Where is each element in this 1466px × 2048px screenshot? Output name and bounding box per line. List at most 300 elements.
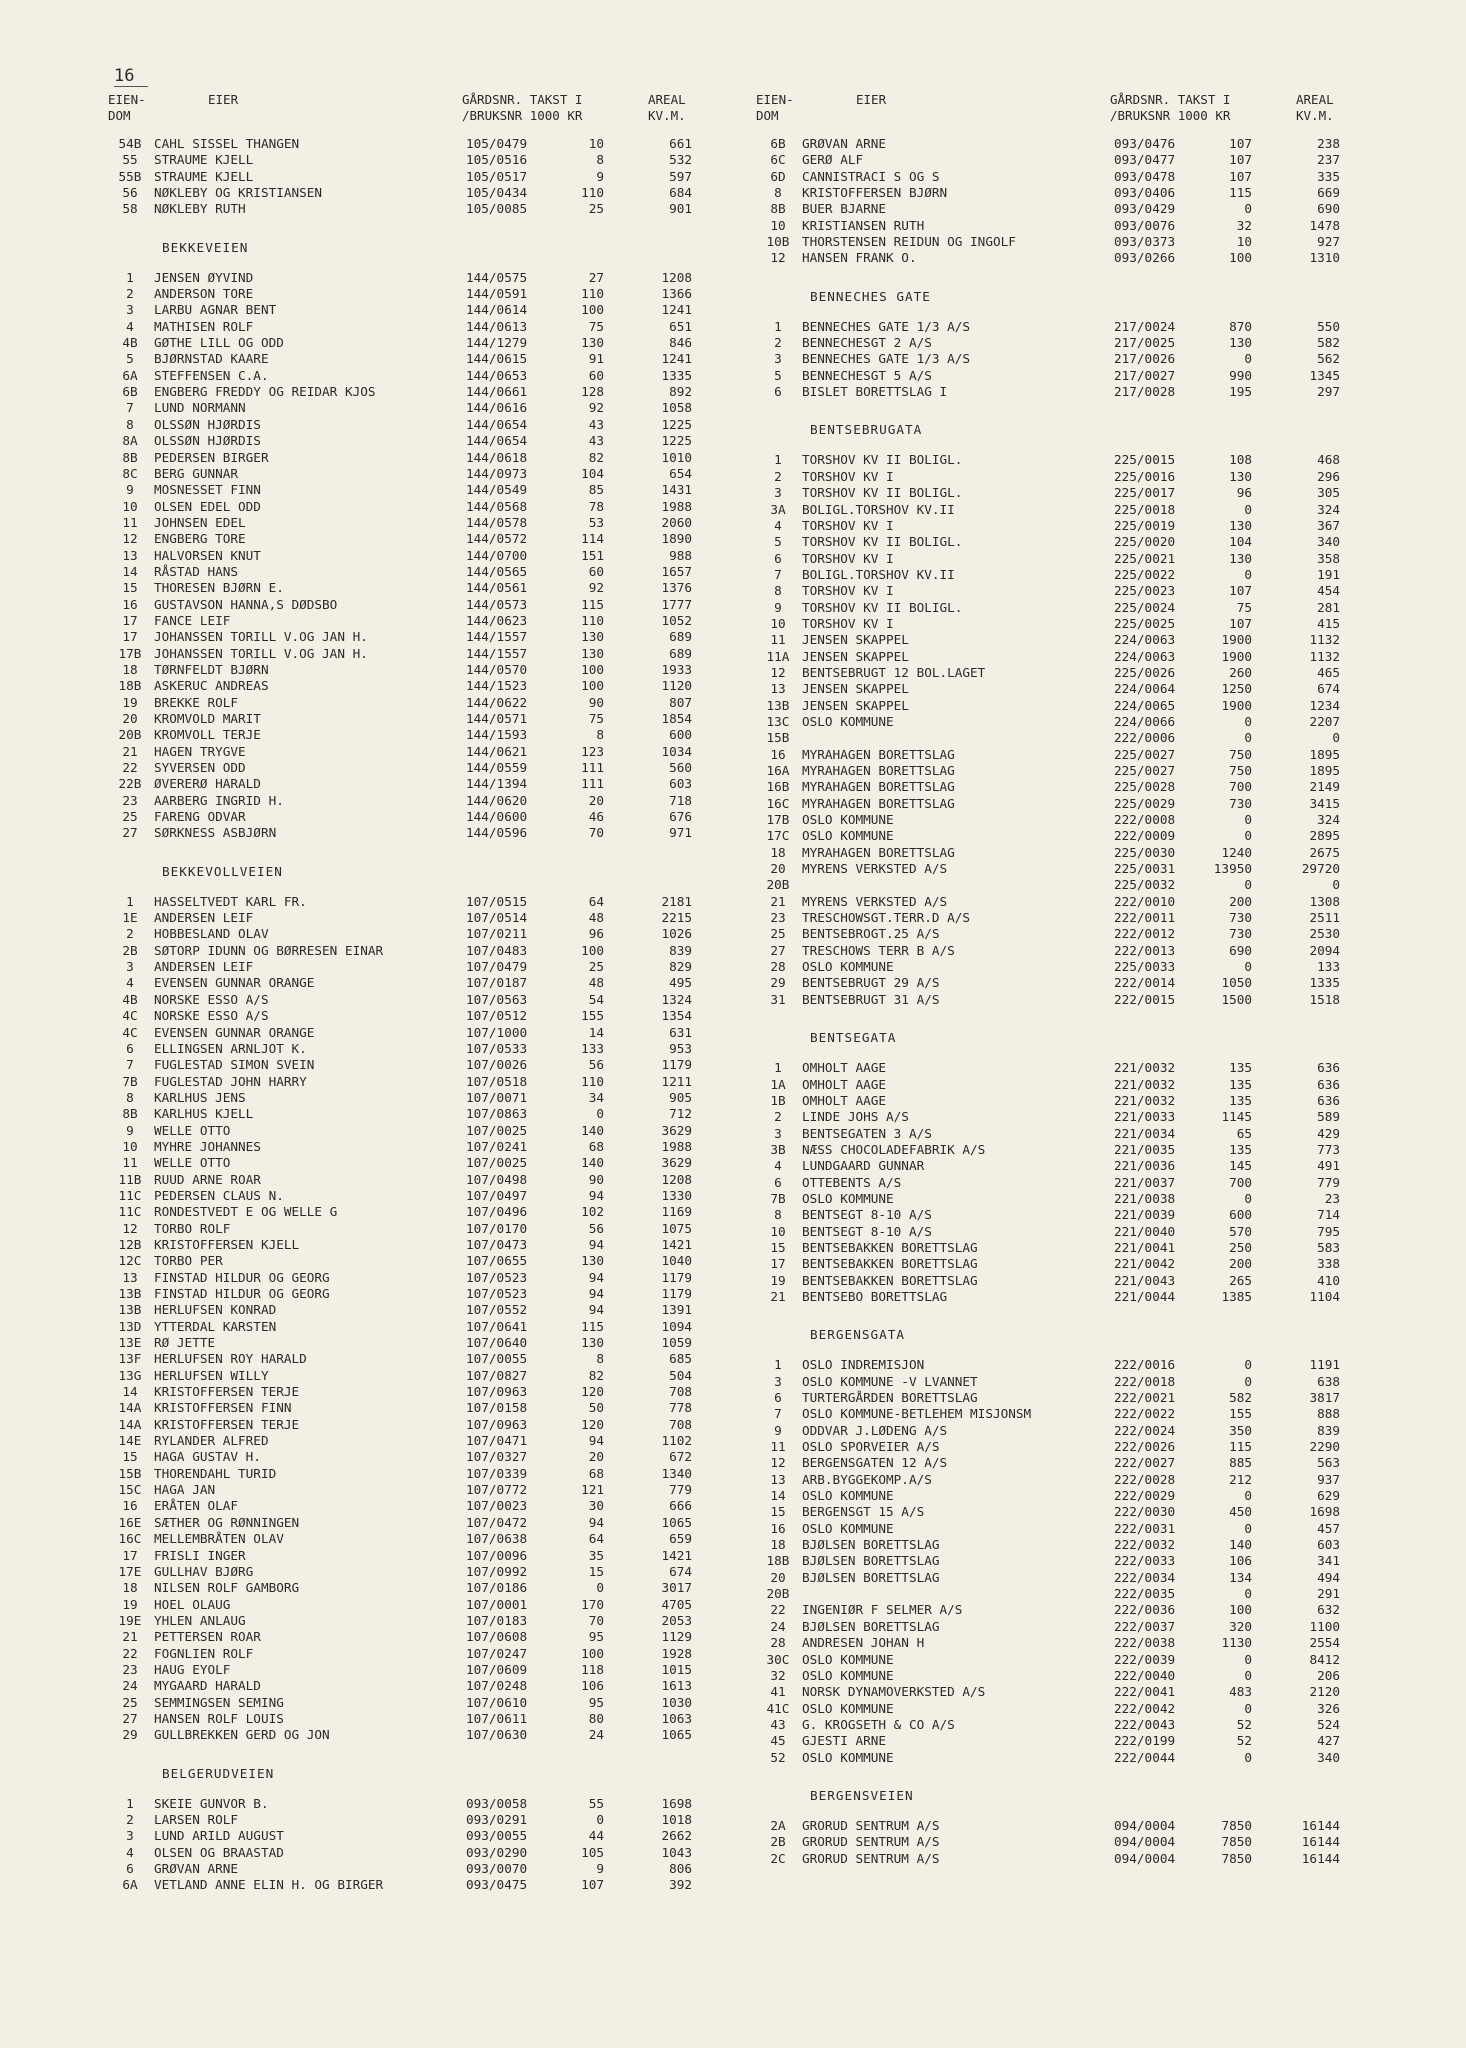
- areal-value: 524: [1317, 1716, 1340, 1732]
- property-number: 13B: [118, 1286, 142, 1301]
- property-number: 17C: [766, 828, 790, 844]
- areal-value: 1308: [1309, 893, 1340, 909]
- owner-name: ERÅTEN OLAF: [154, 1498, 239, 1514]
- areal-value: 1421: [661, 1547, 692, 1563]
- property-row: [756, 698, 1356, 714]
- header-eiendom: EIEN- DOM: [108, 92, 146, 123]
- property-row: [756, 1077, 1356, 1093]
- areal-value: 494: [1317, 1569, 1340, 1585]
- takst-value: 65: [1236, 1125, 1252, 1141]
- gardsnr-bruksnr: 225/0016: [1114, 468, 1176, 484]
- property-row: [756, 1439, 1356, 1455]
- takst-value: 100: [581, 302, 604, 318]
- property-number: 16C: [766, 795, 790, 811]
- areal-value: 367: [1317, 517, 1340, 533]
- property-number: 14E: [118, 1433, 142, 1449]
- owner-name: RYLANDER ALFRED: [154, 1433, 269, 1449]
- property-number: 1: [126, 893, 134, 909]
- areal-value: 2120: [1309, 1684, 1340, 1700]
- property-row: [756, 1553, 1356, 1569]
- property-number: 15: [122, 580, 138, 596]
- areal-value: 2060: [661, 514, 692, 530]
- property-number: 6: [774, 550, 782, 566]
- property-row: [108, 695, 708, 711]
- owner-name: ANDERSEN LEIF: [154, 959, 254, 975]
- property-row: [108, 515, 708, 531]
- gardsnr-bruksnr: 225/0024: [1114, 599, 1176, 615]
- property-number: 20B: [766, 877, 790, 893]
- gardsnr-bruksnr: 222/0006: [1114, 730, 1176, 746]
- owner-name: MYRAHAGEN BORETTSLAG: [802, 763, 955, 778]
- property-row: [756, 234, 1356, 250]
- property-row: [108, 926, 708, 942]
- property-row: [108, 894, 708, 910]
- takst-value: 130: [581, 629, 604, 645]
- property-number: 6A: [122, 367, 138, 383]
- areal-value: 532: [669, 152, 692, 168]
- property-number: 11: [770, 1439, 786, 1455]
- property-row: [108, 152, 708, 168]
- areal-value: 1063: [661, 1710, 692, 1726]
- property-row: [108, 1695, 708, 1711]
- takst-value: 140: [581, 1155, 604, 1171]
- owner-name: JOHANSSEN TORILL V.OG JAN H.: [154, 629, 368, 645]
- property-number: 6D: [770, 168, 786, 184]
- property-number: 1: [774, 1357, 782, 1373]
- gardsnr-bruksnr: 222/0032: [1114, 1537, 1176, 1553]
- property-number: 7: [126, 400, 134, 416]
- owner-name: OSLO KOMMUNE-BETLEHEM MISJONSM: [802, 1406, 1032, 1422]
- takst-value: 1385: [1221, 1288, 1252, 1304]
- property-row: [756, 665, 1356, 681]
- owner-name: MYGAARD HARALD: [154, 1678, 261, 1694]
- owner-name: SØTORP IDUNN OG BØRRESEN EINAR: [154, 942, 384, 958]
- property-number: 8: [126, 1089, 134, 1105]
- property-row: [108, 400, 708, 416]
- areal-value: 690: [1317, 201, 1340, 217]
- property-row: [108, 943, 708, 959]
- owner-name: YTTERDAL KARSTEN: [154, 1318, 277, 1334]
- owner-name: TORSHOV KV II BOLIGL.: [802, 485, 963, 501]
- property-number: 13G: [118, 1367, 142, 1383]
- property-number: 30C: [766, 1651, 790, 1667]
- takst-value: 78: [588, 498, 604, 514]
- property-row: [756, 1423, 1356, 1439]
- takst-value: 121: [581, 1482, 604, 1498]
- takst-value: 107: [1229, 152, 1252, 168]
- areal-value: 335: [1317, 168, 1340, 184]
- owner-name: RÅSTAD HANS: [154, 563, 239, 579]
- property-number: 9: [126, 482, 134, 498]
- areal-value: 563: [1317, 1455, 1340, 1471]
- property-row: [756, 600, 1356, 616]
- gardsnr-bruksnr: 225/0022: [1114, 566, 1176, 582]
- owner-name: KRISTOFFERSEN FINN: [154, 1400, 292, 1416]
- property-number: 4: [774, 517, 782, 533]
- property-number: 4: [126, 1844, 134, 1860]
- street-block: [756, 422, 1356, 1008]
- areal-value: 971: [669, 825, 692, 841]
- areal-value: 495: [669, 975, 692, 991]
- gardsnr-bruksnr: 222/0013: [1114, 942, 1176, 958]
- property-number: 2: [774, 335, 782, 351]
- owner-name: PEDERSEN BIRGER: [154, 449, 269, 465]
- areal-value: 839: [669, 942, 692, 958]
- areal-value: 3017: [661, 1580, 692, 1596]
- property-row: [756, 763, 1356, 779]
- property-row: [756, 1602, 1356, 1618]
- takst-value: 750: [1229, 763, 1252, 778]
- owner-name: MYRAHAGEN BORETTSLAG: [802, 844, 955, 860]
- areal-value: 4705: [661, 1596, 692, 1612]
- takst-value: 94: [588, 1236, 604, 1252]
- owner-name: BENNECHESGT 2 A/S: [802, 335, 932, 351]
- owner-name: GULLHAV BJØRG: [154, 1563, 254, 1579]
- owner-name: OSLO KOMMUNE: [802, 812, 894, 828]
- gardsnr-bruksnr: 107/0483: [466, 942, 528, 958]
- owner-name: OSLO KOMMUNE: [802, 713, 894, 729]
- areal-value: 600: [669, 727, 692, 743]
- gardsnr-bruksnr: 107/0640: [466, 1335, 528, 1351]
- header-areal: AREAL KV.M.: [1296, 92, 1334, 123]
- takst-value: 56: [588, 1057, 604, 1073]
- areal-value: 1208: [661, 1171, 692, 1187]
- street-block: [756, 1327, 1356, 1766]
- takst-value: 110: [581, 1073, 604, 1089]
- takst-value: 265: [1229, 1272, 1252, 1288]
- property-row: [756, 218, 1356, 234]
- owner-name: OMHOLT AAGE: [802, 1092, 887, 1108]
- gardsnr-bruksnr: 222/0027: [1114, 1455, 1176, 1471]
- gardsnr-bruksnr: 221/0037: [1114, 1174, 1176, 1190]
- gardsnr-bruksnr: 107/0638: [466, 1531, 528, 1547]
- property-row: [108, 1253, 708, 1269]
- property-row: [108, 744, 708, 760]
- takst-value: 35: [588, 1547, 604, 1563]
- property-row: [756, 1717, 1356, 1733]
- takst-value: 96: [1236, 485, 1252, 501]
- gardsnr-bruksnr: 222/0039: [1114, 1651, 1176, 1667]
- property-number: 8: [774, 583, 782, 599]
- street-block: [108, 240, 708, 842]
- property-row: [756, 551, 1356, 567]
- owner-name: STRAUME KJELL: [154, 168, 254, 184]
- property-number: 4: [126, 318, 134, 334]
- property-row: [756, 975, 1356, 991]
- property-number: 13D: [118, 1318, 142, 1334]
- property-row: [756, 1521, 1356, 1537]
- areal-value: 1010: [661, 449, 692, 465]
- owner-name: VETLAND ANNE ELIN H. OG BIRGER: [154, 1877, 384, 1893]
- areal-value: 892: [669, 384, 692, 400]
- property-row: [756, 877, 1356, 893]
- areal-value: 1132: [1309, 648, 1340, 664]
- street-heading: BENTSEGATA: [810, 1030, 897, 1046]
- property-row: [108, 302, 708, 318]
- takst-value: 130: [581, 645, 604, 661]
- gardsnr-bruksnr: 107/0247: [466, 1645, 528, 1661]
- gardsnr-bruksnr: 093/0266: [1114, 250, 1176, 266]
- gardsnr-bruksnr: 221/0035: [1114, 1141, 1176, 1157]
- property-number: 4C: [122, 1024, 138, 1040]
- gardsnr-bruksnr: 107/0863: [466, 1106, 528, 1122]
- takst-value: 582: [1229, 1390, 1252, 1405]
- street-block: [756, 1030, 1356, 1305]
- owner-name: FUGLESTAD SIMON SVEIN: [154, 1057, 315, 1073]
- property-number: 12: [770, 664, 786, 680]
- gardsnr-bruksnr: 225/0027: [1114, 746, 1176, 762]
- owner-name: YHLEN ANLAUG: [154, 1612, 246, 1628]
- owner-name: CAHL SISSEL THANGEN: [154, 136, 300, 151]
- areal-value: 672: [669, 1449, 692, 1465]
- gardsnr-bruksnr: 107/0641: [466, 1318, 528, 1334]
- property-number: 25: [122, 1694, 138, 1710]
- gardsnr-bruksnr: 144/0578: [466, 514, 528, 530]
- gardsnr-bruksnr: 093/0076: [1114, 217, 1176, 233]
- owner-name: JOHNSEN EDEL: [154, 514, 246, 530]
- takst-value: 1900: [1221, 632, 1252, 648]
- owner-name: HAGA GUSTAV H.: [154, 1449, 261, 1465]
- takst-value: 94: [588, 1187, 604, 1203]
- areal-value: 465: [1317, 664, 1340, 680]
- takst-value: 130: [1229, 335, 1252, 351]
- gardsnr-bruksnr: 093/0055: [466, 1828, 528, 1844]
- property-number: 6A: [122, 1877, 138, 1893]
- property-row: [756, 714, 1356, 730]
- areal-value: 1933: [661, 661, 692, 677]
- areal-value: 689: [669, 645, 692, 661]
- takst-value: 54: [588, 991, 604, 1007]
- property-row: [756, 959, 1356, 975]
- property-number: 19: [122, 1596, 138, 1612]
- property-row: [108, 727, 708, 743]
- gardsnr-bruksnr: 221/0039: [1114, 1207, 1176, 1223]
- property-row: [756, 894, 1356, 910]
- gardsnr-bruksnr: 105/0085: [466, 201, 528, 217]
- gardsnr-bruksnr: 222/0034: [1114, 1569, 1176, 1585]
- takst-value: 250: [1229, 1239, 1252, 1255]
- property-row: [108, 1368, 708, 1384]
- gardsnr-bruksnr: 107/0992: [466, 1563, 528, 1579]
- owner-name: RØ JETTE: [154, 1335, 216, 1351]
- areal-value: 779: [669, 1482, 692, 1498]
- areal-value: 1129: [661, 1629, 692, 1645]
- takst-value: 0: [1244, 566, 1252, 582]
- takst-value: 130: [581, 1335, 604, 1351]
- property-number: 13B: [118, 1302, 142, 1318]
- property-row: [756, 845, 1356, 861]
- owner-name: ØVERERØ HARALD: [154, 776, 261, 792]
- owner-name: BUER BJARNE: [802, 201, 887, 217]
- areal-value: 712: [669, 1106, 692, 1122]
- property-row: [108, 1466, 708, 1482]
- property-number: 10: [122, 498, 138, 514]
- takst-value: 96: [588, 926, 604, 942]
- gardsnr-bruksnr: 225/0033: [1114, 959, 1176, 975]
- takst-value: 0: [1244, 812, 1252, 828]
- property-row: [108, 1678, 708, 1694]
- property-row: [108, 1106, 708, 1122]
- property-number: 4: [126, 975, 134, 991]
- takst-value: 64: [588, 1531, 604, 1547]
- gardsnr-bruksnr: 221/0032: [1114, 1092, 1176, 1108]
- property-row: [756, 368, 1356, 384]
- areal-value: 1104: [1309, 1288, 1340, 1304]
- property-number: 21: [770, 1288, 786, 1304]
- property-row: [108, 136, 708, 152]
- areal-value: 1890: [661, 531, 692, 547]
- gardsnr-bruksnr: 222/0029: [1114, 1488, 1176, 1504]
- areal-value: 296: [1317, 468, 1340, 484]
- property-row: [108, 1433, 708, 1449]
- takst-value: 350: [1229, 1422, 1252, 1438]
- property-number: 7: [126, 1057, 134, 1073]
- property-row: [756, 1289, 1356, 1305]
- property-number: 16C: [118, 1531, 142, 1547]
- property-row: [108, 1384, 708, 1400]
- owner-name: OLSSØN HJØRDIS: [154, 416, 261, 432]
- takst-value: 10: [588, 136, 604, 151]
- gardsnr-bruksnr: 144/1557: [466, 645, 528, 661]
- property-row: [756, 1733, 1356, 1749]
- takst-value: 52: [1236, 1716, 1252, 1732]
- owner-name: OSLO KOMMUNE: [802, 1700, 894, 1716]
- owner-name: JENSEN SKAPPEL: [802, 697, 909, 713]
- property-number: 7: [774, 1406, 782, 1422]
- gardsnr-bruksnr: 093/0478: [1114, 168, 1176, 184]
- owner-name: TRESCHOWSGT.TERR.D A/S: [802, 910, 971, 926]
- property-number: 1: [774, 452, 782, 468]
- property-row: [756, 796, 1356, 812]
- gardsnr-bruksnr: 107/0827: [466, 1367, 528, 1383]
- owner-name: FARENG ODVAR: [154, 809, 246, 825]
- property-row: [108, 384, 708, 400]
- owner-name: OSLO KOMMUNE: [802, 1520, 894, 1536]
- takst-value: 53: [588, 514, 604, 530]
- owner-name: OSLO KOMMUNE: [802, 828, 894, 844]
- owner-name: BENTSEGT 8-10 A/S: [802, 1207, 932, 1223]
- property-number: 13B: [766, 697, 790, 713]
- gardsnr-bruksnr: 222/0031: [1114, 1520, 1176, 1536]
- gardsnr-bruksnr: 225/0027: [1114, 763, 1176, 778]
- takst-value: 100: [1229, 250, 1252, 266]
- property-number: 16: [770, 746, 786, 762]
- property-row: [108, 1597, 708, 1613]
- owner-name: GRØVAN ARNE: [802, 136, 887, 151]
- takst-value: 82: [588, 1367, 604, 1383]
- property-number: 11C: [118, 1204, 142, 1220]
- gardsnr-bruksnr: 107/0158: [466, 1400, 528, 1416]
- areal-value: 661: [669, 136, 692, 151]
- property-row: [756, 1256, 1356, 1272]
- gardsnr-bruksnr: 107/0518: [466, 1073, 528, 1089]
- property-row: [756, 1191, 1356, 1207]
- gardsnr-bruksnr: 107/0170: [466, 1220, 528, 1236]
- property-row: [756, 1273, 1356, 1289]
- gardsnr-bruksnr: 107/0471: [466, 1433, 528, 1449]
- owner-name: BENTSEBAKKEN BORETTSLAG: [802, 1256, 978, 1272]
- right-listing: [756, 136, 1356, 1867]
- owner-name: TORSHOV KV I: [802, 615, 894, 631]
- takst-value: 30: [588, 1498, 604, 1514]
- owner-name: KRISTOFFERSEN TERJE: [154, 1384, 300, 1400]
- property-row: [108, 286, 708, 302]
- takst-value: 990: [1229, 367, 1252, 383]
- property-number: 28: [770, 1635, 786, 1651]
- owner-name: LARSEN ROLF: [154, 1811, 239, 1827]
- property-row: [108, 169, 708, 185]
- property-row: [756, 335, 1356, 351]
- areal-value: 778: [669, 1400, 692, 1416]
- owner-name: TRESCHOWS TERR B A/S: [802, 942, 955, 958]
- property-number: 10: [770, 1223, 786, 1239]
- areal-value: 1052: [661, 612, 692, 628]
- property-row: [108, 1629, 708, 1645]
- property-number: 20: [770, 861, 786, 877]
- property-row: [756, 1060, 1356, 1076]
- gardsnr-bruksnr: 224/0064: [1114, 681, 1176, 697]
- gardsnr-bruksnr: 144/0573: [466, 596, 528, 612]
- street-heading: BENNECHES GATE: [810, 288, 931, 304]
- areal-value: 1895: [1309, 746, 1340, 762]
- takst-value: 102: [581, 1204, 604, 1220]
- owner-name: BERG GUNNAR: [154, 465, 239, 481]
- property-row: [756, 518, 1356, 534]
- gardsnr-bruksnr: 107/0609: [466, 1661, 528, 1677]
- areal-value: 888: [1317, 1406, 1340, 1422]
- gardsnr-bruksnr: 107/0523: [466, 1286, 528, 1301]
- takst-value: 94: [588, 1269, 604, 1285]
- property-row: [756, 730, 1356, 746]
- areal-value: 1330: [661, 1187, 692, 1203]
- areal-value: 1988: [661, 1138, 692, 1154]
- areal-value: 1225: [661, 416, 692, 432]
- gardsnr-bruksnr: 222/0037: [1114, 1618, 1176, 1634]
- areal-value: 491: [1317, 1158, 1340, 1174]
- property-row: [108, 678, 708, 694]
- takst-value: 110: [581, 286, 604, 302]
- owner-name: MYRAHAGEN BORETTSLAG: [802, 779, 955, 795]
- left-listing: [108, 136, 708, 1894]
- property-row: [108, 368, 708, 384]
- owner-name: BENTSEBAKKEN BORETTSLAG: [802, 1272, 978, 1288]
- areal-value: 1613: [661, 1678, 692, 1694]
- property-number: 3: [126, 1828, 134, 1844]
- owner-name: LUNDGAARD GUNNAR: [802, 1158, 925, 1174]
- takst-value: 107: [1229, 136, 1252, 151]
- street-block: [756, 289, 1356, 401]
- takst-value: 135: [1229, 1141, 1252, 1157]
- gardsnr-bruksnr: 144/0572: [466, 531, 528, 547]
- areal-value: 457: [1317, 1520, 1340, 1536]
- gardsnr-bruksnr: 144/0615: [466, 351, 528, 367]
- gardsnr-bruksnr: 107/0963: [466, 1384, 528, 1400]
- takst-value: 118: [581, 1661, 604, 1677]
- gardsnr-bruksnr: 107/0186: [466, 1580, 528, 1596]
- owner-name: RUUD ARNE ROAR: [154, 1171, 261, 1187]
- takst-value: 85: [588, 482, 604, 498]
- gardsnr-bruksnr: 221/0040: [1114, 1223, 1176, 1239]
- property-row: [756, 1619, 1356, 1635]
- property-number: 14: [122, 1384, 138, 1400]
- takst-value: 0: [1244, 1667, 1252, 1683]
- areal-value: 1169: [661, 1204, 692, 1220]
- takst-value: 111: [581, 776, 604, 792]
- gardsnr-bruksnr: 107/0963: [466, 1416, 528, 1432]
- property-row: [108, 1564, 708, 1580]
- takst-value: 43: [588, 416, 604, 432]
- property-row: [756, 201, 1356, 217]
